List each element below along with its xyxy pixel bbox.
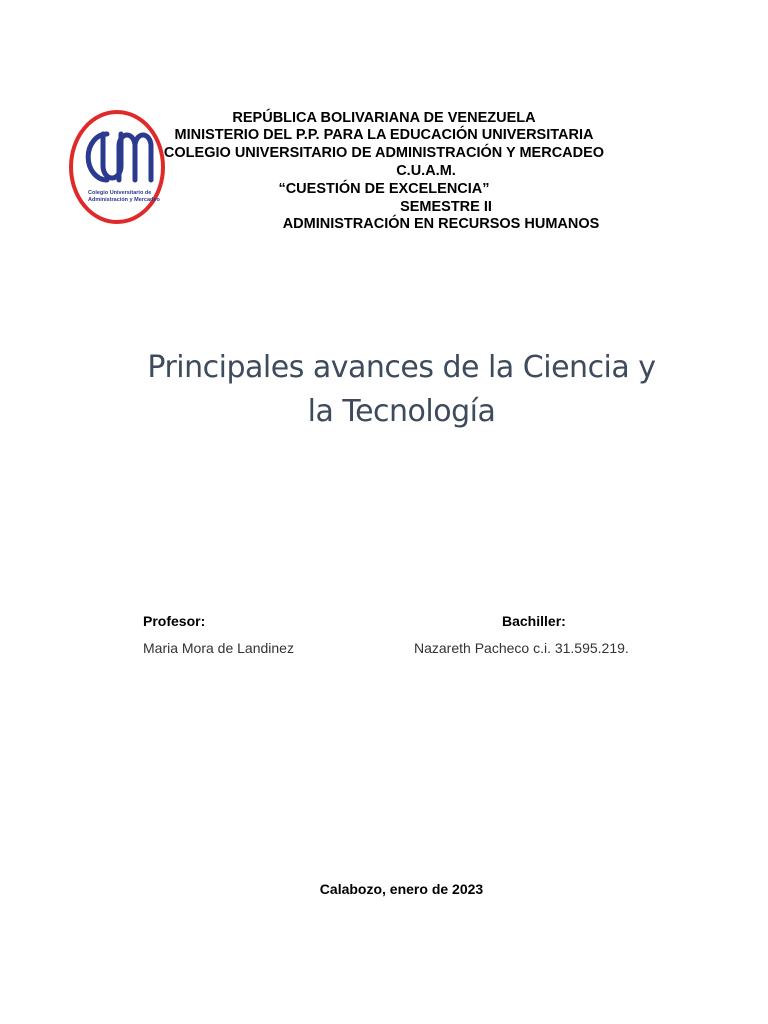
header-college: COLEGIO UNIVERSITARIO DE ADMINISTRACIÓN Y MERCADEO: [163, 145, 605, 161]
student-label: Bachiller:: [502, 613, 566, 629]
header-semester: SEMESTRE II: [400, 199, 492, 215]
header-motto: “CUESTIÓN DE EXCELENCIA”: [278, 181, 490, 197]
header-program: ADMINISTRACIÓN EN RECURSOS HUMANOS: [282, 216, 600, 232]
professor-name: Maria Mora de Landinez: [143, 640, 294, 656]
header-ministry: MINISTERIO DEL P.P. PARA LA EDUCACIÓN UNIVERSITARIA: [174, 127, 594, 143]
logo-subtitle-line2: Administración y Mercadeo: [88, 197, 160, 203]
header-acronym: C.U.A.M.: [396, 163, 456, 179]
logo-subtitle-line1: Colegio Universitario de: [88, 190, 152, 196]
place-date: Calabozo, enero de 2023: [319, 881, 484, 897]
header-country: REPÚBLICA BOLIVARIANA DE VENEZUELA: [232, 110, 536, 126]
document-title-line1: Principales avances de la Ciencia y: [147, 350, 656, 385]
professor-label: Profesor:: [143, 613, 206, 629]
document-title: [0, 346, 768, 434]
student-name: Nazareth Pacheco c.i. 31.595.219.: [414, 640, 629, 656]
document-title-line2: la Tecnología: [307, 394, 496, 429]
